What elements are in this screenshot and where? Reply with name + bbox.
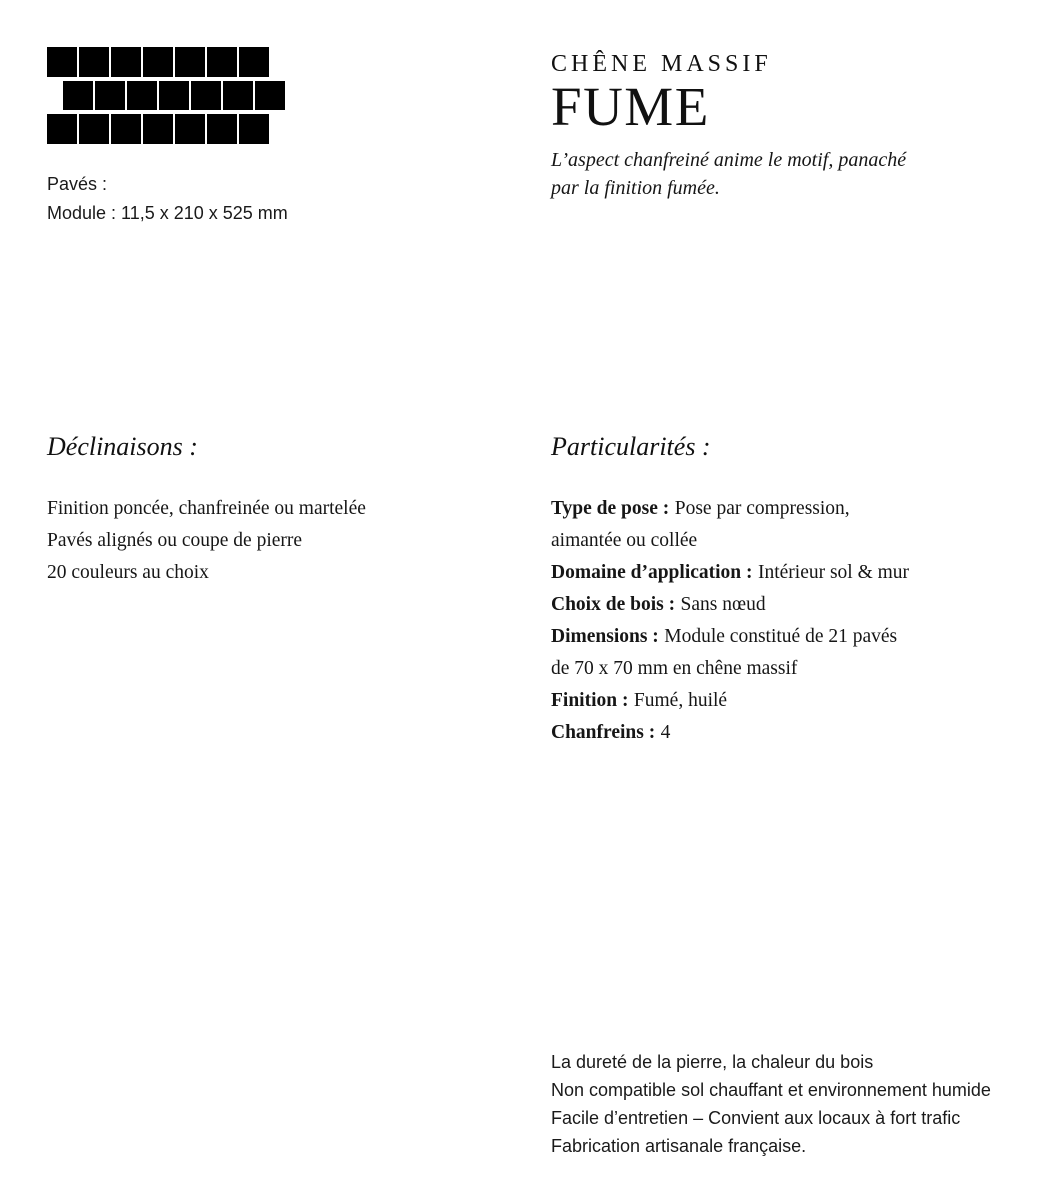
paver-square [111, 114, 141, 144]
title-block [551, 51, 906, 202]
tagline-line-1: L’aspect chanfreiné anime le motif, panaché [551, 149, 907, 171]
paver-square [191, 81, 221, 111]
spec-line [551, 493, 951, 525]
paver-row [47, 114, 285, 144]
paver-square [207, 47, 237, 77]
spec-line [551, 557, 951, 589]
paver-square [207, 114, 237, 144]
module-dimensions: Module : 11,5 x 210 x 525 mm [47, 202, 288, 223]
particularites-heading: Particularités : [551, 432, 711, 461]
paver-square [47, 114, 77, 144]
declinaison-item: 20 couleurs au choix [47, 562, 209, 583]
particularites-section [551, 430, 951, 749]
module-caption [47, 170, 288, 227]
paver-square [223, 81, 253, 111]
footer-note: Non compatible sol chauffant et environnement humide [551, 1080, 991, 1100]
spec-line [551, 717, 951, 749]
spec-line [551, 653, 951, 685]
paver-square [239, 47, 269, 77]
spec-value: Intérieur sol & mur [757, 562, 910, 583]
tagline [551, 147, 906, 202]
declinaisons-section [47, 430, 507, 589]
footer-note: La dureté de la pierre, la chaleur du bois [551, 1052, 874, 1072]
product-title: FUME [551, 76, 710, 137]
spec-value: Module constitué de 21 pavés [664, 626, 898, 647]
spec-value: Sans nœud [680, 594, 766, 615]
spec-label: Choix de bois : [551, 594, 676, 615]
spec-label: Finition : [551, 690, 629, 711]
spec-line [551, 589, 951, 621]
paver-square [127, 81, 157, 111]
tagline-line-2: par la finition fumée. [551, 176, 720, 199]
declinaisons-heading: Déclinaisons : [47, 432, 198, 461]
paver-square [159, 81, 189, 111]
paver-row [47, 47, 285, 77]
paver-square [63, 81, 93, 111]
paver-square [79, 47, 109, 77]
paver-square [143, 114, 173, 144]
spec-label: Dimensions : [551, 626, 659, 647]
spec-value: 4 [660, 722, 671, 743]
footer-note: Facile d’entretien – Convient aux locaux à fort trafic [551, 1108, 961, 1128]
footer-notes [551, 1048, 991, 1160]
paver-square [255, 81, 285, 111]
spec-value: Fumé, huilé [633, 690, 728, 711]
spec-line [551, 525, 951, 557]
declinaisons-list [47, 493, 507, 589]
spec-value: Pose par compression, [674, 498, 850, 519]
paver-row [63, 81, 285, 111]
declinaison-item: Pavés alignés ou coupe de pierre [47, 530, 303, 551]
spec-label: Type de pose : [551, 498, 670, 519]
paver-square [143, 47, 173, 77]
collection-title: CHÊNE MASSIF [551, 51, 772, 77]
paver-square [95, 81, 125, 111]
declinaison-item: Finition poncée, chanfreinée ou martelée [47, 498, 366, 519]
footer-note: Fabrication artisanale française. [551, 1136, 807, 1156]
spec-label: Chanfreins : [551, 722, 656, 743]
paver-square [47, 47, 77, 77]
spec-line [551, 621, 951, 653]
spec-label: Domaine d’application : [551, 562, 753, 583]
paves-label: Pavés : [47, 174, 108, 194]
spec-value: de 70 x 70 mm en chêne massif [551, 658, 798, 679]
paver-pattern [47, 47, 285, 148]
paver-square [111, 47, 141, 77]
spec-line [551, 685, 951, 717]
paver-square [79, 114, 109, 144]
paver-square [175, 47, 205, 77]
spec-value: aimantée ou collée [551, 530, 698, 551]
particularites-list [551, 493, 951, 749]
paver-square [175, 114, 205, 144]
paver-square [239, 114, 269, 144]
